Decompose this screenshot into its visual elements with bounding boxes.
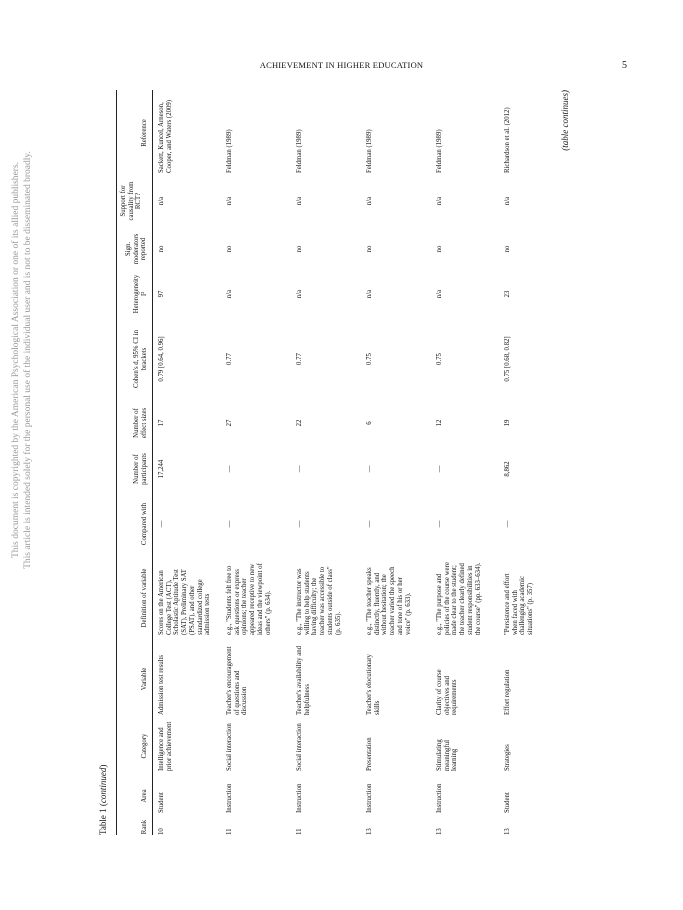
cell-causality: n/a bbox=[158, 196, 165, 206]
cell-moderators: no bbox=[504, 245, 511, 253]
watermark-line-1: This document is copyrighted by the American Psychological Association or one of its allied publishers. bbox=[11, 161, 21, 559]
cell-category: Strategies bbox=[504, 744, 511, 771]
cell-definition: e.g., "The instructor was willing to help students having difficulty; the teacher was accessible to students outside of class" (p. 635). bbox=[296, 566, 342, 635]
cell-moderators: no bbox=[366, 245, 373, 253]
header-category: Category bbox=[141, 733, 148, 759]
cell-reference: Richardson et al. (2012) bbox=[504, 107, 511, 173]
cell-heterogeneity: n/a bbox=[296, 289, 303, 299]
caption-continued: continued bbox=[98, 767, 108, 804]
page-number: 5 bbox=[622, 60, 627, 71]
header-compared: Compared with bbox=[141, 502, 148, 546]
header-reference: Reference bbox=[141, 119, 148, 147]
cell-variable: Clarity of course objectives and requirements bbox=[436, 669, 459, 715]
running-header: ACHIEVEMENT IN HIGHER EDUCATION bbox=[259, 60, 424, 70]
header-participants: Number of participants bbox=[133, 453, 148, 485]
caption-suffix: ) bbox=[98, 764, 108, 768]
rotated-table bbox=[100, 90, 570, 835]
cell-heterogeneity: n/a bbox=[366, 289, 373, 299]
cell-cohens-d: 0.75 bbox=[436, 353, 443, 365]
cell-moderators: no bbox=[296, 245, 303, 253]
cell-reference: Feldman (1989) bbox=[226, 129, 233, 173]
cell-variable: Effort regulation bbox=[504, 669, 511, 715]
cell-reference: Feldman (1989) bbox=[366, 129, 373, 173]
cell-compared: — bbox=[158, 520, 165, 528]
cell-participants: 8,862 bbox=[504, 461, 511, 477]
table-continues-note: (table continues) bbox=[560, 90, 570, 151]
cell-category: Presentation bbox=[366, 737, 373, 771]
cell-moderators: no bbox=[226, 245, 233, 253]
header-rule bbox=[152, 90, 153, 835]
cell-moderators: no bbox=[436, 245, 443, 253]
cell-cohens-d: 0.77 bbox=[226, 353, 233, 365]
cell-definition: "Persistence and effort when faced with challenging academic situations" (p. 357) bbox=[504, 573, 535, 635]
top-rule bbox=[116, 90, 117, 835]
cell-reference: Feldman (1989) bbox=[436, 129, 443, 173]
cell-reference: Sackett, Kuncel, Arneson, Cooper, and Waters (2009) bbox=[158, 99, 173, 173]
table-caption bbox=[100, 765, 108, 835]
cell-cohens-d: 0.75 bbox=[366, 353, 373, 365]
cell-cohens-d: 0.75 [0.68, 0.82] bbox=[504, 336, 511, 382]
header-definition: Definition of variable bbox=[141, 568, 148, 628]
cell-variable: Admission test results bbox=[158, 654, 165, 715]
cell-area: Instruction bbox=[366, 783, 373, 813]
cell-definition: e.g., "The purpose and policies of the course were made clear to the student; the teacher clearly defined student responsibilities in the course" (pp. 633–634). bbox=[436, 562, 482, 635]
cell-effect-sizes: 22 bbox=[296, 419, 303, 427]
cell-cohens-d: 0.79 [0.64, 0.96] bbox=[158, 336, 165, 382]
header-variable: Variable bbox=[141, 667, 148, 691]
header-rank: Rank bbox=[141, 819, 148, 835]
cell-heterogeneity: n/a bbox=[436, 289, 443, 299]
watermark-line-2: This article is intended solely for the personal use of the individual user and is not to be disseminated broadly. bbox=[23, 151, 33, 569]
cell-area: Instruction bbox=[296, 783, 303, 813]
cell-cohens-d: 0.77 bbox=[296, 353, 303, 365]
cell-reference: Feldman (1989) bbox=[296, 129, 303, 173]
cell-rank: 11 bbox=[226, 828, 233, 835]
cell-heterogeneity: n/a bbox=[226, 289, 233, 299]
cell-rank: 13 bbox=[366, 828, 373, 835]
cell-rank: 11 bbox=[296, 828, 303, 835]
cell-effect-sizes: 17 bbox=[158, 419, 165, 427]
cell-causality: n/a bbox=[504, 196, 511, 206]
header-heterogeneity: Heterogeneity I² bbox=[133, 274, 148, 314]
cell-compared: — bbox=[226, 520, 233, 528]
cell-rank: 13 bbox=[504, 828, 511, 835]
cell-definition: e.g., "Students felt free to ask questions or express opinions; the teacher appeared receptive to new ideas and the viewpoint of others" (p. 634). bbox=[226, 563, 272, 635]
cell-effect-sizes: 19 bbox=[504, 419, 511, 427]
cell-rank: 13 bbox=[436, 828, 443, 835]
cell-participants: — bbox=[436, 465, 443, 473]
cell-effect-sizes: 6 bbox=[366, 421, 373, 425]
cell-compared: — bbox=[366, 520, 373, 528]
cell-definition: e.g., "The teacher speaks distinctly, fluently, and without hesitation; the teacher varied the speech and tone of his or her voice" (p. 633). bbox=[366, 566, 412, 635]
cell-category: Social interaction bbox=[296, 723, 303, 771]
cell-variable: Teacher's elocutionary skills bbox=[366, 654, 381, 715]
cell-rank: 10 bbox=[158, 828, 165, 835]
cell-area: Instruction bbox=[436, 783, 443, 813]
cell-moderators: no bbox=[158, 245, 165, 253]
cell-definition: Scores on the American College Test (ACT), Scholastic Aptitude Test (SAT), Preliminary SAT (PSAT), and other standardized college admission tests bbox=[158, 569, 212, 635]
header-causality: Support for causality from RCT? bbox=[120, 181, 143, 221]
header-cohens-d: Cohen's d, 95% CI in brackets bbox=[133, 329, 148, 389]
cell-effect-sizes: 12 bbox=[436, 419, 443, 427]
cell-area: Student bbox=[504, 792, 511, 813]
cell-compared: — bbox=[504, 520, 511, 528]
cell-participants: — bbox=[296, 465, 303, 473]
caption-prefix: Table 1 ( bbox=[98, 803, 108, 835]
cell-participants: 17,244 bbox=[158, 459, 165, 479]
header-effect-sizes: Number of effect sizes bbox=[133, 407, 148, 439]
copyright-watermark bbox=[10, 0, 50, 810]
cell-variable: Teacher's encouragement of questions and discussion bbox=[226, 646, 249, 715]
cell-category: Intelligence and prior achievement bbox=[158, 721, 173, 771]
cell-participants: — bbox=[226, 465, 233, 473]
header-area: Area bbox=[141, 789, 148, 803]
cell-causality: n/a bbox=[366, 196, 373, 206]
cell-area: Student bbox=[158, 792, 165, 813]
cell-participants: — bbox=[366, 465, 373, 473]
cell-area: Instruction bbox=[226, 783, 233, 813]
cell-heterogeneity: 23 bbox=[504, 290, 511, 298]
cell-causality: n/a bbox=[436, 196, 443, 206]
header-moderators: Sign. moderators reported bbox=[125, 233, 148, 265]
cell-compared: — bbox=[436, 520, 443, 528]
cell-category: Stimulating meaningful learning bbox=[436, 739, 459, 771]
cell-causality: n/a bbox=[296, 196, 303, 206]
cell-effect-sizes: 27 bbox=[226, 419, 233, 427]
cell-causality: n/a bbox=[226, 196, 233, 206]
cell-heterogeneity: 97 bbox=[158, 290, 165, 298]
cell-category: Social interaction bbox=[226, 723, 233, 771]
cell-compared: — bbox=[296, 520, 303, 528]
cell-variable: Teacher's availability and helpfulness bbox=[296, 645, 311, 715]
